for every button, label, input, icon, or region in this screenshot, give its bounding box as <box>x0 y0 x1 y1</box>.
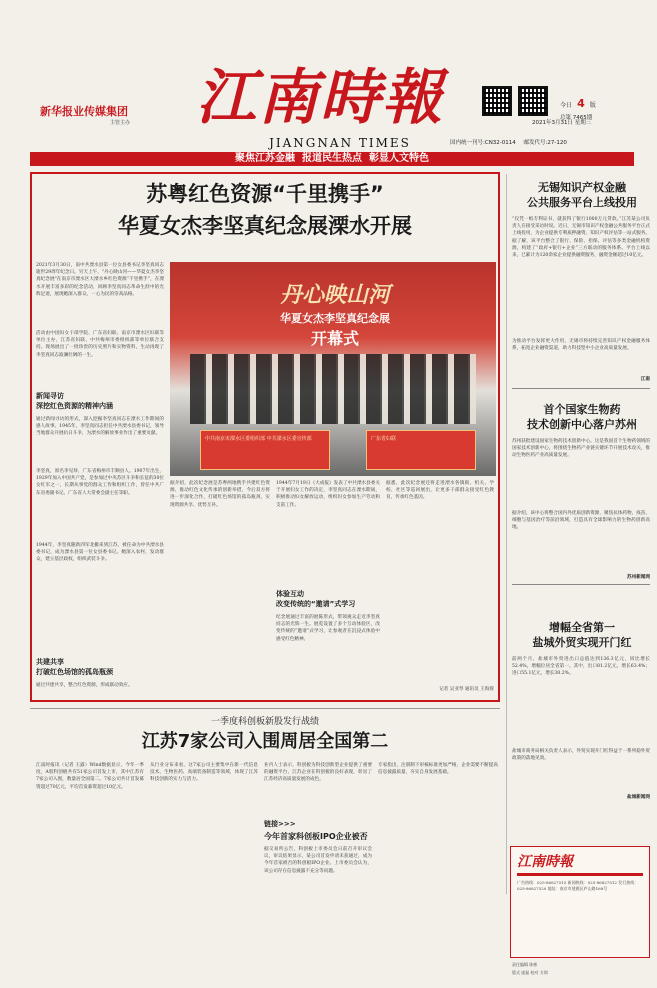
right-h3: 增幅全省第一 盐城外贸实现开门红 <box>532 621 632 649</box>
photo-backdrop-sub2: 开幕式 <box>310 329 359 348</box>
photo-backdrop-title: 丹心映山河 <box>279 282 390 308</box>
photo-backdrop-sub: 华夏女杰李坚真纪念展 <box>280 312 390 325</box>
post-code: 邮发代号:27-120 <box>523 140 567 146</box>
right-h1: 无锡知识产权金融 公共服务平台上线投用 <box>527 181 637 209</box>
lead-sec3-title: 体验互动 <box>276 590 304 598</box>
lead-body-5: 1944年，李坚真随新四军北撤来到江苏，被任命为中共溧水县委书记，成为溧水县第一位女县委书记。她深入农村，发动群众，建立基层政权，组织武装斗争。 <box>36 543 164 563</box>
qr-code-2 <box>518 86 548 116</box>
right-b1: “仅凭一纸专利证书，就获得了银行1000万元贷款。”江苏某公司负责人在接受采访时说。近日，无锡市知识产权金融公共服务平台正式上线投用，为企业提供专利质押融资、知识产权评估等一站式服务。据了解，该平台整合了银行、保险、担保、评估等多类金融机构资源，构建了“政府+银行+企业”三方联动的服务体系。平台上线以来，已累计为120余家企业提供融资服务，融资金额超过10亿元。 <box>512 217 650 259</box>
right-rule-2 <box>512 584 650 585</box>
bottom-rule-top <box>30 708 500 709</box>
ad-box <box>510 846 650 958</box>
lead-body-1: 2021年3月30日，南中共溧水县第一位女县委书记李坚真同志逝世29周年纪念日。另天上午，"丹心映山河——华夏女杰李坚真纪念展"在南京市溧水区大溧水乡红色资源“千里携手”，在溧水开展丰富多彩的纪念活动，回顾李坚真同志革命生涯中的光辉足迹，展现她深入群众、一心为民的崇高品格。 <box>36 263 164 297</box>
right-b3: 苏州获批建设国家生物药技术创新中心。这是我国首个生物药领域的国家技术创新中心，将围绕生物药产业链关键环节开展技术攻关，推动生物医药产业高质量发展。 <box>512 439 650 459</box>
group-logo-text: 新华报业传媒集团 <box>40 105 128 118</box>
ad-reviewer: 版式 庞磊 校对 方琪 <box>512 970 548 975</box>
right-b2: 为推动平台发挥更大作用，无锡市将持续完善知识产权金融服务体系，拓宽企业融资渠道，助力科技型中小企业高质量发展。 <box>512 339 650 352</box>
lead-body-7: 据介绍，此次纪念展是苏粤两地携手共建红色资源、推动红色文化传承的创新举措，今后双方将进一步深化合作，打破红色场馆的孤岛瓶颈，实现资源共享、优势互补。 <box>170 481 270 508</box>
masthead-title: 江南時報 <box>196 63 444 133</box>
code-line <box>450 138 650 146</box>
issue-number: 总第 7465期 <box>560 115 593 121</box>
cn-code: 国内统一刊号:CN32-0114 <box>450 140 516 146</box>
photo-plaque-right <box>366 430 476 470</box>
photo-people-row <box>190 354 476 424</box>
page-label: 今日 <box>560 102 573 109</box>
lead-body-8: 1944年7月19日《大成报》发表了中共溧水县委关于开展妇女工作的决定，李坚真同志在溧水期间，积极推动妇女解放运动，组织妇女参加生产劳动和支前工作。 <box>276 481 380 508</box>
lead-sec1-sub: 深挖红色资源的精神内涵 <box>36 402 113 410</box>
page-count: 4 <box>577 97 585 110</box>
bottom-body-2: 从行业分布来看，这7家公司主要集中在新一代信息技术、生物医药、高端装备制造等领域，体现了江苏科技创新的实力与活力。 <box>150 763 258 783</box>
lead-body-6: 通过共建共享，整合红色资源，形成联动效应。 <box>36 683 133 688</box>
issue-date: 2021年3月31日 星期三 <box>532 120 592 126</box>
lead-title-2: 华夏女杰李坚真纪念展溧水开展 <box>118 214 412 238</box>
photo-plaque-left <box>200 430 330 470</box>
bottom-link-label: 链接>>> <box>264 820 296 828</box>
right-divider <box>506 174 507 894</box>
lead-sec3-sub: 改变传统的“邀请”式学习 <box>276 600 356 608</box>
qr-code-1 <box>482 86 512 116</box>
page-info <box>560 92 650 121</box>
photo-plaque-right-text: 广东省妇联 <box>371 436 397 442</box>
right-b4: 据介绍，该中心将整合国内外优质创新资源，聚焦抗体药物、疫苗、细胞与基因治疗等前沿领域，打造具有全球影响力的生物药创新高地。 <box>512 511 650 531</box>
bottom-title: 江苏7家公司入围周居全国第二 <box>141 731 389 752</box>
right-h2: 首个国家生物药 技术创新中心落户苏州 <box>527 403 637 431</box>
lead-sec2-title: 共建共享 <box>36 658 64 666</box>
group-logo <box>40 100 160 126</box>
lead-body-9: 纪念展通过丰富的展陈形式，带领观众走近李坚真同志的光辉一生。展览设置了多个互动体验区，改变传统的“邀请”式学习，让参观者在沉浸式体验中感受红色精神。 <box>276 615 380 642</box>
lead-sec1-title: 新闻寻访 <box>36 392 64 400</box>
right-b5: 前两个月，盐城市外贸进出口总值达到136.3亿元，同比增长52.4%，增幅位居全省第一。其中，出口81.2亿元，增长63.4%；进口55.1亿元，增长38.2%。 <box>512 657 650 677</box>
lead-author: 记者 吴亚琴 通讯员 王海蓉 <box>439 687 494 692</box>
slogan-text: 聚焦江苏金融 报道民生热点 彰显人文特色 <box>235 153 429 164</box>
masthead-pinyin: JIANGNAN TIMES <box>269 136 411 150</box>
lead-title-1: 苏粤红色资源“千里携手” <box>146 182 384 206</box>
bottom-link-title: 今年首家科创板IPO企业被否 <box>264 832 368 841</box>
page-unit: 版 <box>589 102 596 109</box>
masthead <box>0 0 657 150</box>
bottom-body-1: 江南时报讯（记者 王露）Wind数据显示，今年一季度，A股科创板共有51家公司首发上市，其中江苏有7家公司入围，数量居全国第二。7家公司共计首发募资超过70亿元，平均首发募资超过10亿元。 <box>36 763 144 790</box>
right-source-1: 江南 <box>640 377 650 382</box>
right-b6: 盐城市商务局相关负责人表示，外贸实现开门红得益于一系列稳外贸政策的落地见效。 <box>512 749 650 762</box>
ad-editor: 责任编辑 陈彬 <box>512 962 538 967</box>
bottom-body-3: 业内人士表示，科创板为科技创新型企业提供了重要的融资平台，江苏企业在科创板的良好表现，彰显了江苏经济高质量发展的成色。 <box>264 763 372 783</box>
lead-body-2: 活动由中国妇女干部学院、广东省妇联、南京市溧水区妇联等单位主办，江苏省妇联、中共梅州市委组织部等单位联合支持。现场展出了一批珍贵的历史照片和实物资料，生动再现了李坚真同志波澜壮阔的一生。 <box>36 331 164 358</box>
lead-sec2-sub: 打破红色场馆的孤岛瓶颈 <box>36 668 113 676</box>
right-rule-1 <box>512 388 650 389</box>
ad-title: 江南時報 <box>517 854 573 870</box>
group-sub: 主管主办 <box>110 120 131 126</box>
right-source-3: 盐城新闻网 <box>627 795 650 800</box>
lead-body-10: 据悉，此次纪念展还将走进溧水各镇街、机关、学校、社区等巡回展出，让更多干部群众接受红色教育，传承红色基因。 <box>386 481 494 501</box>
bottom-kicker: 一季度科创板新股发行战绩 <box>210 717 319 727</box>
bottom-body-5: 专家指出，注册制下审核标准更加严格，企业需要不断提高信息披露质量，夯实自身发展基础。 <box>378 763 498 776</box>
right-source-2: 苏州新闻网 <box>627 575 650 580</box>
bottom-body-4: 据交易所公告，科创板上市委员会日前召开审议会议，审议结果显示，某公司首发申请未获通过，成为今年首家被否的科创板IPO企业。上市委员会认为，该公司存在信息披露不充分等问题。 <box>264 847 372 874</box>
photo-plaque-left-text: 中共南京市溧水区委组织部 中共溧水区委宣传部 <box>205 436 312 442</box>
ad-body: 广告热线：025-86827515 新闻热线：025-86827512 发行热线：025-86827520 地址：南京市建邺区庐山路168号 <box>517 880 639 891</box>
lead-photo <box>170 262 496 476</box>
lead-body-3: 通过新闻寻访的形式，深入挖掘李坚真同志在溧水工作期间的感人故事。1945年，李坚真同志担任中共溧水县委书记，领导当地群众开展抗日斗争，为溧水的解放事业作出了重要贡献。 <box>36 417 164 437</box>
lead-body-4: 李坚真，原名李见珍，广东省梅州市丰顺县人。1907年出生，1929年加入中国共产党，是参加过中央苏区斗争和长征的30位女红军之一，长期从事党的群众工作和组织工作，曾任中共广东省委副书记、广东省人大常委会副主任等职。 <box>36 469 164 496</box>
